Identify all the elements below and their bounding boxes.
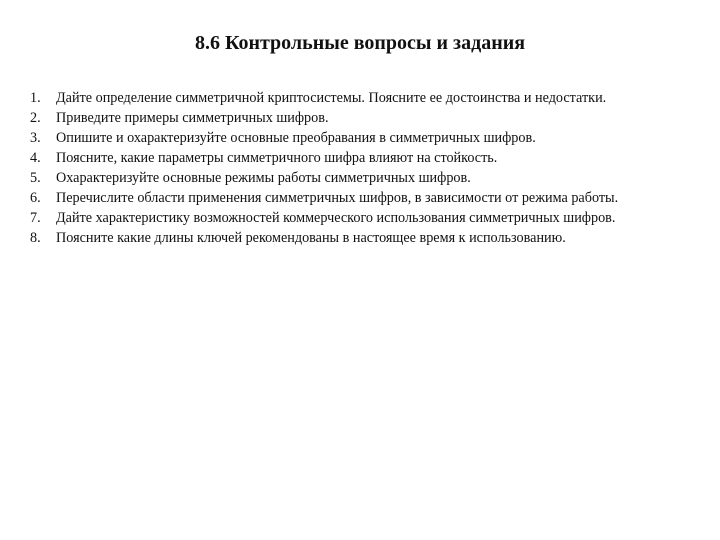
item-text: Перечислите области применения симметричных шифров, в зависимости от режима работы.: [56, 190, 619, 206]
list-item-4: [30, 148, 700, 168]
list-item-8: [30, 228, 700, 248]
page-title: 8.6 Контрольные вопросы и задания: [194, 32, 526, 54]
item-number: 7.: [30, 210, 41, 226]
item-number: 3.: [30, 130, 41, 146]
item-number: 8.: [30, 230, 41, 246]
list-item-5: [30, 168, 700, 188]
item-number: 5.: [30, 170, 41, 186]
list-item-3: [30, 128, 700, 148]
item-number: 4.: [30, 150, 41, 166]
item-text: Дайте определение симметричной криптосистемы. Поясните ее достоинства и недостатки.: [56, 90, 607, 106]
list-item-6: [30, 188, 700, 208]
list-item-7: [30, 208, 700, 228]
item-text: Охарактеризуйте основные режимы работы симметричных шифров.: [56, 170, 471, 186]
list-item-2: [30, 108, 700, 128]
item-text: Приведите примеры симметричных шифров.: [56, 110, 329, 126]
item-number: 1.: [30, 90, 41, 106]
list-item-1: [30, 88, 700, 108]
item-number: 2.: [30, 110, 41, 126]
questions-list: [30, 88, 700, 248]
item-number: 6.: [30, 190, 41, 206]
item-text: Поясните какие длины ключей рекомендованы в настоящее время к использованию.: [56, 230, 566, 246]
item-text: Дайте характеристику возможностей коммерческого использования симметричных шифров.: [56, 210, 616, 226]
item-text: Опишите и охарактеризуйте основные преобравания в симметричных шифров.: [56, 130, 536, 146]
item-text: Поясните, какие параметры симметричного шифра влияют на стойкость.: [56, 150, 498, 166]
